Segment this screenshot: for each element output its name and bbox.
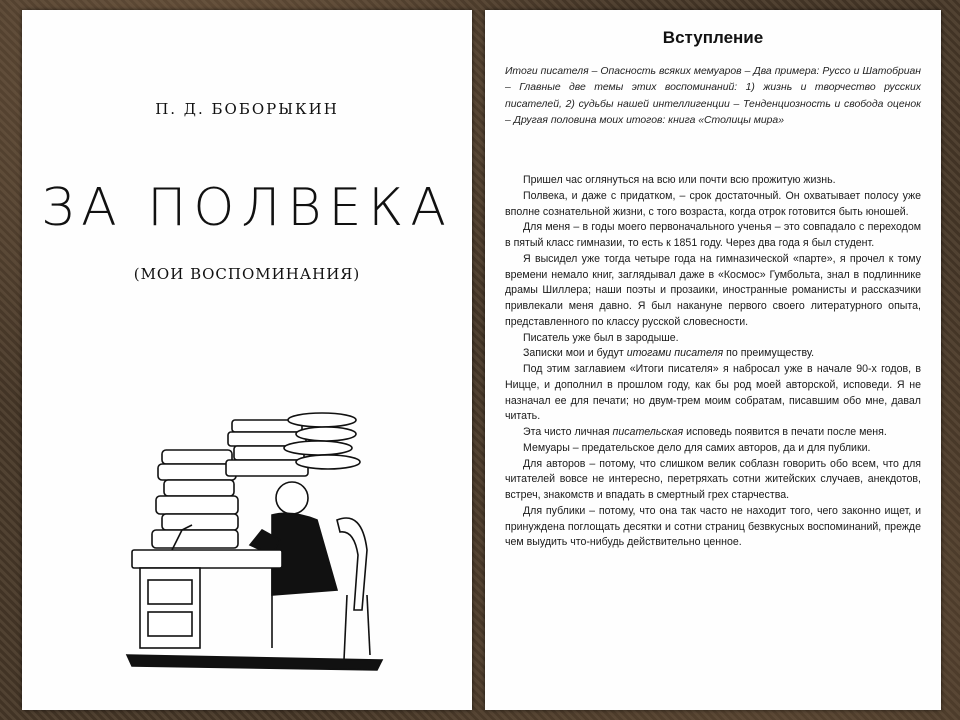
paragraph: Для меня – в годы моего первоначального ученья – это совпадало с переходом в пятый класс гимназии, то есть к 1851 году. Через два года я был студент. (505, 221, 921, 249)
paragraph: Мемуары – предательское дело для самих авторов, да и для публики. (523, 441, 871, 454)
right-page (485, 10, 941, 710)
paragraph-text: Эта чисто личная (523, 426, 613, 438)
emphasized-text: писательская (612, 426, 684, 438)
paragraph: Для авторов – потому, что слишком велик соблазн говорить обо всем, что для читателей вовсе не интересно, перетряхать сотни житейских случаев, анекдотов, встреч, знакомств и впадать в смертный грех старчества. (505, 457, 921, 501)
chapter-title: Вступление (662, 28, 764, 47)
left-page (22, 10, 472, 710)
book-title: ЗА ПОЛВЕКА (41, 178, 453, 238)
emphasized-text: итогами писателя (626, 347, 724, 360)
author-name: П. Д. БОБОРЫКИН (155, 100, 339, 118)
paragraph-text: Записки мои и будут (523, 347, 627, 360)
paragraph-text: по преимуществу. (723, 347, 815, 360)
paragraph: Пришел час оглянуться на всю или почти всю прожитую жизнь. (523, 174, 836, 186)
chapter-body (505, 173, 921, 551)
paragraph: Писатель уже был в зародыше. (523, 331, 679, 344)
paragraph-text: исповедь появится в печати после меня. (683, 426, 887, 438)
book-subtitle: (МОИ ВОСПОМИНАНИЯ) (133, 265, 361, 283)
paragraph (505, 425, 921, 441)
paragraph: Для публики – потому, что она так часто не находит того, чего законно ищет, и принуждена поглощать десятки и сотни страниц безвкусных воспоминаний, прежде чем выудить что-нибудь действительно ценное. (505, 504, 921, 549)
writer-at-desk-illustration (122, 380, 392, 680)
paragraph (505, 346, 921, 362)
paragraph: Я высидел уже тогда четыре года на гимназической «парте», я прочел к тому времени немало книг, заглядывал даже в «Космос» Гумбольта, знал в подлиннике драмы Шиллера; наши поэты и прозаики, иностранные романисты и рассказчики привлекали меня давно. Я был накануне первого своего литературного опыта, представленного по классу русской словесности. (505, 252, 921, 328)
chapter-abstract: Итоги писателя – Опасность всяких мемуаров – Два примера: Руссо и Шатобриан – Главные две темы этих воспоминаний: 1) жизнь и творчество русских писателей, 2) судьбы нашей интеллигенции – Тенденциозность и свобода оценок – Другая половина моих итогов: книга «Столицы мира» (505, 66, 921, 126)
paragraph: Под этим заглавием «Итоги писателя» я набросал уже в начале 90-х годов, в Ницце, и дополнил в прошлом году, как бы род моей авторской, исповеди. Я не назначал ее для печати; но двум-трем моим собратам, писавшим обо мне, давал читать. (505, 363, 921, 423)
paragraph: Полвека, и даже с придатком, – срок достаточный. Он охватывает полосу уже вполне сознательной жизни, с того возраста, когда отрок готовится быть юношей. (505, 189, 921, 218)
